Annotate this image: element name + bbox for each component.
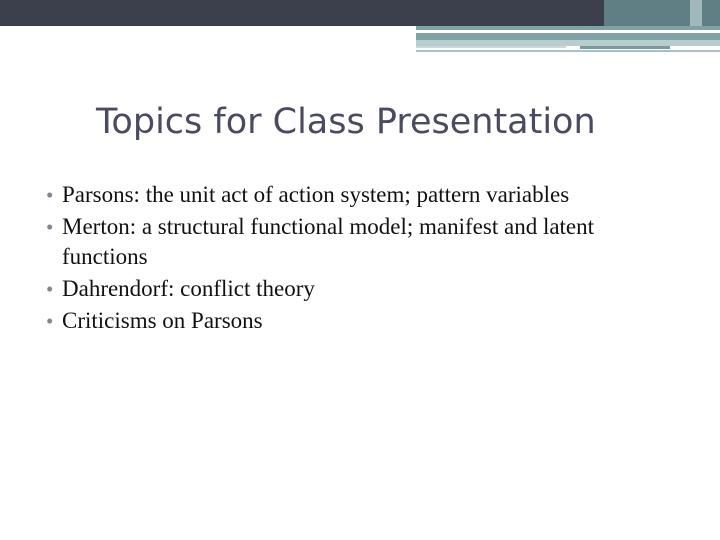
list-item-text: Merton: a structural functional model; manifest and latent functions bbox=[62, 214, 595, 269]
decor-line-light bbox=[416, 46, 566, 48]
slide-title: Topics for Class Presentation bbox=[96, 102, 596, 142]
list-item-text: Criticisms on Parsons bbox=[62, 308, 263, 333]
decor-band-teal bbox=[416, 26, 720, 40]
bullet-icon: • bbox=[46, 309, 54, 333]
bullet-icon: • bbox=[46, 215, 54, 239]
decor-line-dark bbox=[580, 46, 670, 49]
bullet-icon: • bbox=[46, 277, 54, 301]
list-item bbox=[42, 180, 682, 210]
decor-line-thin bbox=[416, 50, 720, 52]
header-bar-accent-light bbox=[690, 0, 702, 26]
list-item-text: Dahrendorf: conflict theory bbox=[62, 276, 315, 301]
slide-body bbox=[42, 180, 682, 338]
list-item bbox=[42, 306, 682, 336]
header-bar-accent bbox=[604, 0, 720, 26]
list-item-text: Parsons: the unit act of action system; pattern variables bbox=[62, 182, 570, 207]
list-item bbox=[42, 274, 682, 304]
decor-band-white bbox=[416, 30, 720, 33]
bullet-icon: • bbox=[46, 183, 54, 207]
list-item bbox=[42, 212, 682, 272]
